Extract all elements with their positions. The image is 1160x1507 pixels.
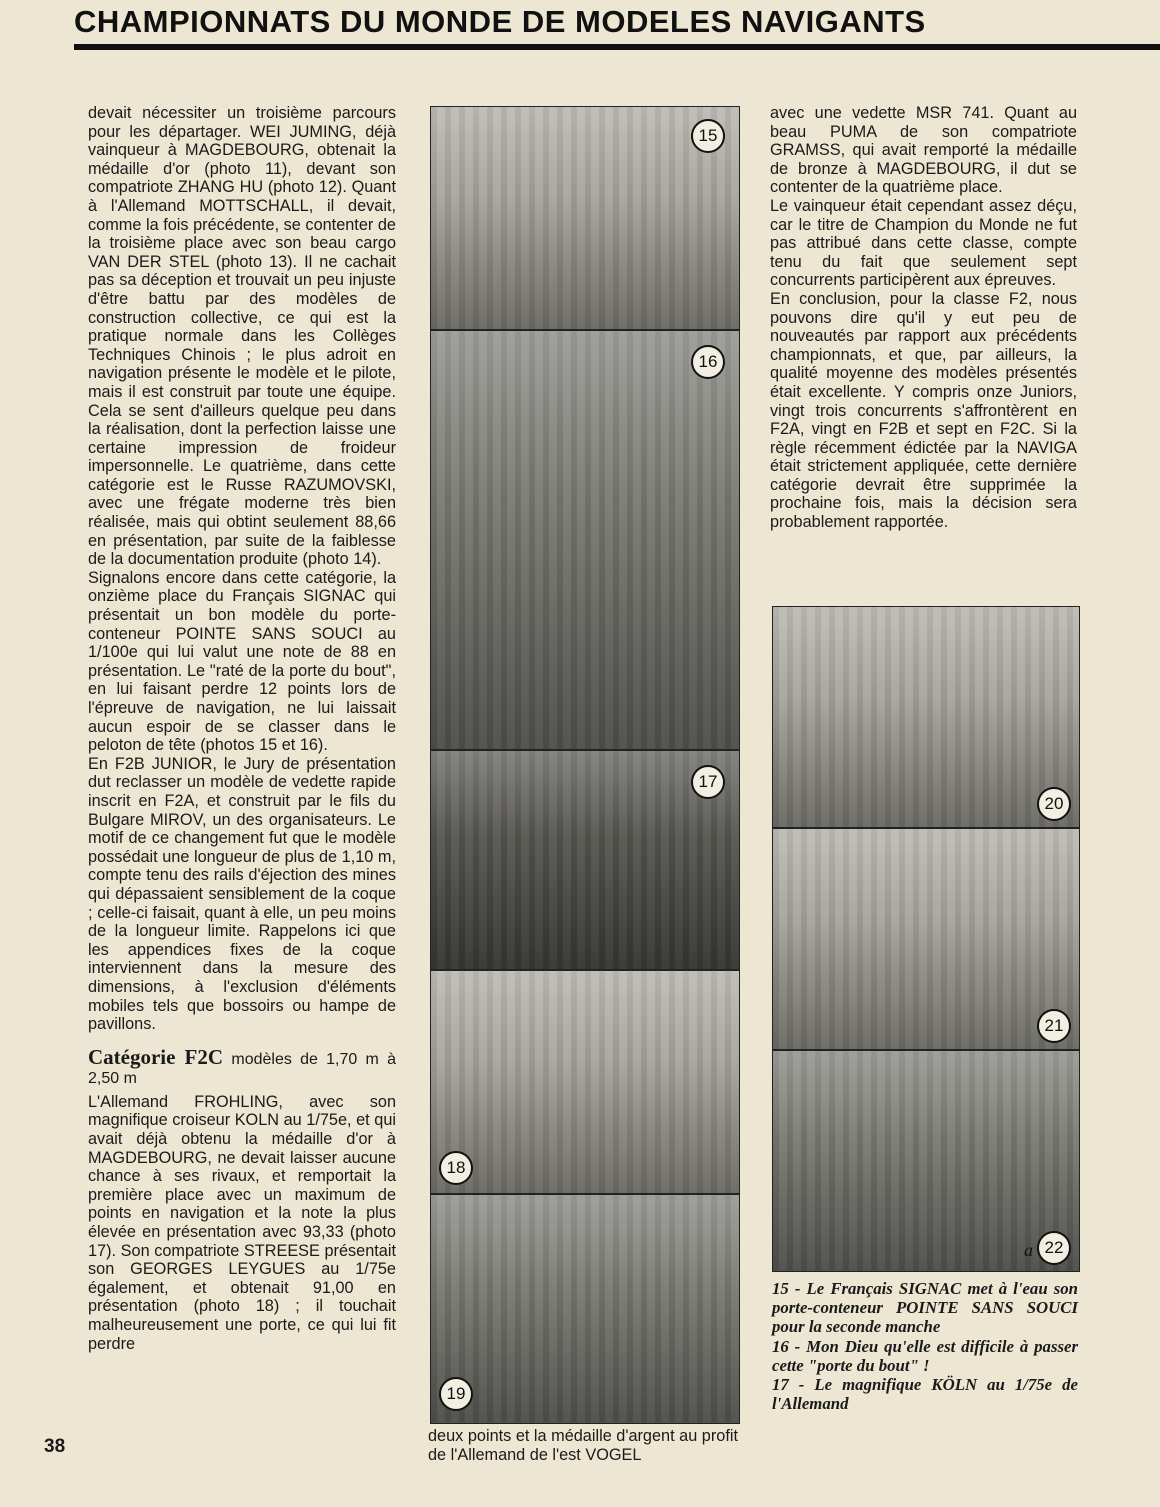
photo-15 [430,106,740,330]
photo-number: 17 [691,765,725,799]
photo-number: 16 [691,345,725,379]
caption: 16 - Mon Dieu qu'elle est difficile à passer cette "porte du bout" ! [772,1336,1078,1375]
section-title: Catégorie F2C [88,1044,224,1069]
page-number: 38 [44,1436,66,1457]
paragraph: En F2B JUNIOR, le Jury de présentation dut reclasser un modèle de vedette rapide inscrit en F2A, et construit par le fils du Bulgare MIROV, un des organisateurs. Le motif de ce changement fut que le modèle possédait une longueur de plus de 1,10 m, compte tenu des rails d'éjection des mines qui dépassaient sensiblement de la coque ; celle-ci faisait, quant à elle, un peu moins de la longueur limite. Rappelons ici que les appendices fixes de la coque interviennent dans la mesure des dimensions, à l'exclusion d'éléments mobiles tels que bossoirs ou hampe de pavillons. [88,754,396,1034]
photo-17 [430,750,740,970]
section-heading [88,1044,397,1089]
photo-number: 22 [1037,1231,1071,1265]
photo-21 [772,828,1080,1050]
photo-18 [430,970,740,1194]
section-subtitle: modèles de 1,70 m à 2,50 m [88,1050,397,1088]
paragraph: L'Allemand FROHLING, avec son magnifique croiseur KOLN au 1/75e, et qui avait déjà obtenu la médaille d'or à MAGDEBOURG, ne devait laisser aucune chance à ses rivaux, et remportait la première place avec un maximum de points en navigation et la note la plus élevée en présentation avec 93,33 (photo 17). Son compatriote STREESE présentait son GEORGES LEYGUES au 1/75e également, et obtenait 91,00 en présentation (photo 18) ; il touchait malheureusement une porte, ce qui lui fit perdre [88,1092,396,1353]
photo-letter: a [1024,1240,1033,1260]
article-column-1 [88,104,396,1353]
photo-number: 21 [1037,1009,1071,1043]
paragraph: Le vainqueur était cependant assez déçu, car le titre de Champion du Monde ne fut pas attribué dans cette classe, compte tenu du fait que seulement sept concurrents participèrent aux épreuves. [770,196,1077,290]
caption: 15 - Le Français SIGNAC met à l'eau son porte-conteneur POINTE SANS SOUCI pour la seconde manche [772,1279,1078,1337]
photo-number: 18 [439,1151,473,1185]
photo-number: 20 [1037,787,1071,821]
photo-16 [430,330,740,750]
paragraph: devait nécessiter un troisième parcours pour les départager. WEI JUMING, déjà vainqueur à MAGDEBOURG, obtenait la médaille d'or (photo 11), devant son compatriote ZHANG HU (photo 12). Quant à l'Allemand MOTTSCHALL, il devait, comme la fois précédente, se contenter de la troisième place avec son beau cargo VAN DER STEL (photo 13). Il ne cachait pas sa déception et trouvait un peu injuste d'être battu par des modèles de construction collective, ce qui est la pratique normale dans les Collèges Techniques Chinois ; le plus adroit en navigation présente le modèle et le pilote, mais il est construit par toute une équipe. Cela se sent d'ailleurs quelque peu dans la réalisation, dont la perfection laisse une certaine impression de froideur impersonnelle. Le quatrième, dans cette catégorie est le Russe RAZUMOVSKI, avec une frégate moderne très bien réalisée, mais qui obtint seulement 88,66 en présentation, par suite de la faiblesse de la documentation produite (photo 14). [88,104,396,569]
caption: 17 - Le magnifique KÖLN au 1/75e de l'Allemand [772,1375,1078,1414]
photo-22 [772,1050,1080,1272]
paragraph: deux points et la médaille d'argent au profit de l'Allemand de l'est VOGEL [428,1427,738,1464]
photo-19 [430,1194,740,1424]
photo-number: 15 [691,119,725,153]
photo-captions [772,1279,1078,1413]
paragraph: En conclusion, pour la classe F2, nous pouvons dire qu'il y eut peu de nouveautés par rapport aux précédents championnats, et que, par ailleurs, la qualité moyenne des modèles présentés était excellente. Y compris onze Juniors, vingt trois concurrents s'affrontèrent en F2A, vingt en F2B et sept en F2C. Si la règle récemment édictée par la NAVIGA était strictement appliquée, cette dernière catégorie devrait être supprimée la prochaine fois, mais la décision sera probablement rapportée. [770,289,1077,532]
article-column-3 [770,104,1077,532]
header-rule [74,44,1160,50]
photo-number: 19 [439,1377,473,1411]
photo-20 [772,606,1080,828]
paragraph: Signalons encore dans cette catégorie, la onzième place du Français SIGNAC qui présentait un bon modèle du porte-conteneur POINTE SANS SOUCI au 1/100e qui lui valut une note de 88 en présentation. Le "raté de la porte du bout", en lui faisant perdre 12 points lors de l'épreuve de navigation, ne lui laissait aucun espoir de se classer dans le peloton de tête (photos 15 et 16). [88,568,396,755]
paragraph: avec une vedette MSR 741. Quant au beau PUMA de son compatriote GRAMSS, qui avait remporté la médaille de bronze à MAGDEBOURG, il dut se contenter de la quatrième place. [770,104,1077,197]
page-header-title: CHAMPIONNATS DU MONDE DE MODELES NAVIGANTS [74,4,926,39]
